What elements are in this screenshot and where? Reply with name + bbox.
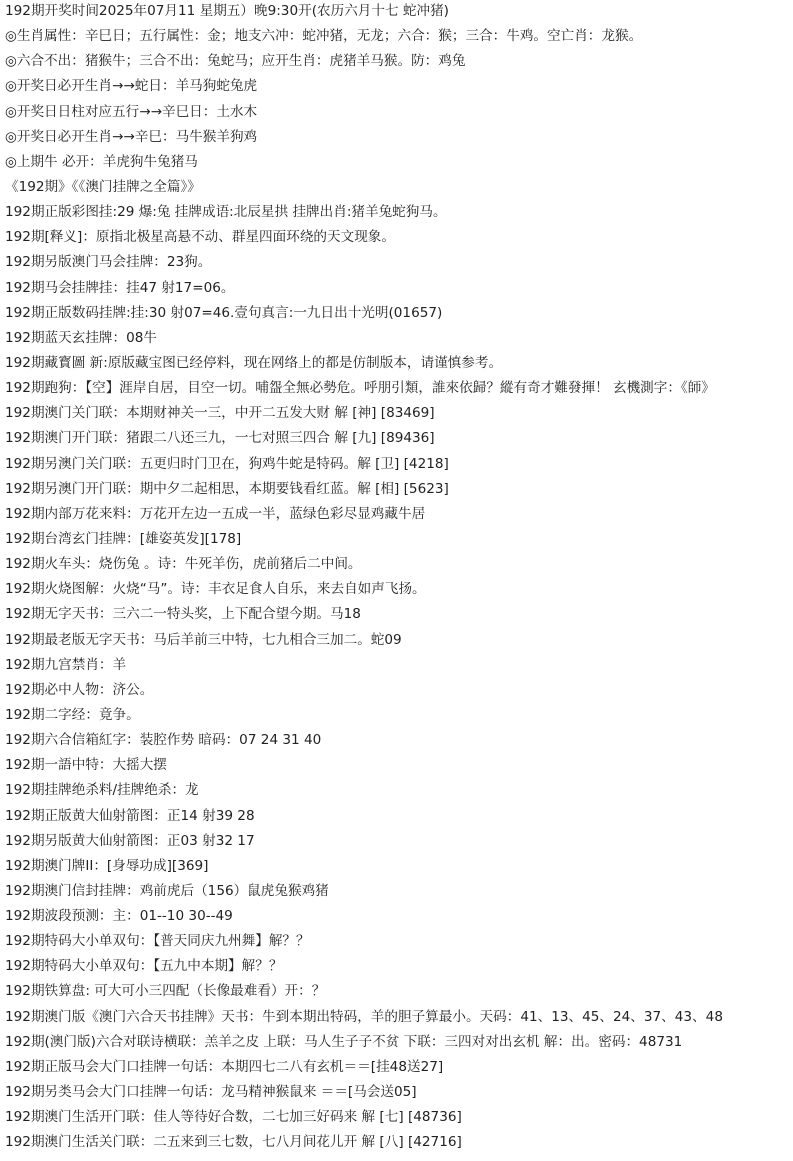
text-line: 192期波段预测：主：01--10 30--49 (5, 908, 233, 925)
text-line: 192期特码大小单双句：【五九中本期】解？？ (5, 958, 283, 975)
text-line: 192期澳门生活开门联：佳人等待好合数，二七加三好码来 解 [七] [48736] (5, 1109, 462, 1126)
text-line: 192期另类马会大门口挂牌一句话：龙马精神猴鼠来 ＝＝[马会送05] (5, 1084, 417, 1101)
text-line: 192期[释义]：原指北极星高悬不动、群星四面环绕的天文现象。 (5, 229, 395, 246)
text-line: 192期另澳门关门联：五更归时门卫在，狗鸡牛蛇是特码。解 [卫] [4218] (5, 455, 449, 472)
text-line: 192期特码大小单双句：【普天同庆九州舞】解？？ (5, 933, 310, 950)
text-line: 192期正版数码挂牌:挂:30 射07=46.壹句真言:一九日出十光明(01657) (5, 304, 443, 321)
text-line: 192期蓝天玄挂牌：08牛 (5, 329, 157, 346)
text-line: ◎生肖属性：辛巳日；五行属性：金；地支六冲：蛇冲猪，无龙；六合：猴；三合：牛鸡。空亡肖：龙猴。 (5, 28, 643, 45)
text-line: 192期火车头：烧伤兔 。诗：牛死羊伤，虎前猪后二中间。 (5, 556, 362, 573)
text-line: 192期澳门开门联：猪跟二八还三九，一七对照三四合 解 [九] [89436] (5, 430, 435, 447)
text-line: 192期另版黄大仙射箭图：正03 射32 17 (5, 832, 255, 849)
text-line: 192期台湾玄门挂牌：[雄姿英发][178] (5, 530, 242, 547)
text-line: 192期必中人物：济公。 (5, 681, 154, 698)
text-line: 192期无字天书：三六二一特头奖，上下配合望今期。马18 (5, 606, 361, 623)
text-line: 192期(澳门版)六合对联诗横联：羔羊之皮 上联：马人生子子不贫 下联：三四对对出玄机 解：出。密码：48731 (5, 1033, 683, 1050)
text-line: 《192期》《《澳门挂牌之全篇》》 (5, 178, 201, 195)
text-line: 192期另版澳门马会挂牌：23狗。 (5, 254, 212, 271)
text-line: 192期二字经：竟争。 (5, 706, 140, 723)
text-line: 192期藏寳圖 新:原版藏宝图已经停料，现在网络上的都是仿制版本，请谨慎参考。 (5, 354, 503, 371)
text-line: 192期澳门版《澳门六合天书挂牌》天书：牛到本期出特码，羊的胆子算最小。天码：41、13、45、24、37、43、48 (5, 1008, 723, 1025)
text-line: 192期九宫禁肖：羊 (5, 656, 127, 673)
text-line: 192期跑狗：【空】涯岸自居，目空一切。哺盌全無必勢危。呼朋引類，誰來依歸？縱有奇才難發揮！ 玄機測字：《師》 (5, 380, 715, 397)
text-line: 192期正版马会大门口挂牌一句话：本期四七二八有玄机＝＝[挂48送27] (5, 1058, 444, 1075)
text-line: ◎开奖日必开生肖→→辛巳：马牛猴羊狗鸡 (5, 128, 258, 145)
text-line: 192期马会挂牌挂：挂47 射17=06。 (5, 279, 235, 296)
text-line: 192期火烧图解：火烧“马”。诗：丰衣足食人自乐，来去自如声飞扬。 (5, 581, 426, 598)
text-line: 192期内部万花来料：万花开左边一五成一半，蓝绿色彩尽显鸡藏牛居 (5, 505, 426, 522)
text-line: 192期另澳门开门联：期中夕二起相思，本期要钱看红蓝。解 [相] [5623] (5, 480, 449, 497)
text-line: 192期澳门生活关门联：二五来到三七数，七八月间花儿开 解 [八] [42716] (5, 1134, 462, 1151)
text-line: 192期开奖时间2025年07月11 星期五）晚9:30开(农历六月十七 蛇冲猪) (5, 3, 449, 19)
text-line: 192期铁算盘: 可大可小三四配（长像最难看）开：？ (5, 983, 326, 1000)
text-line: ◎开奖日必开生肖→→蛇日：羊马狗蛇兔虎 (5, 78, 258, 95)
text-line: ◎开奖日日柱对应五行→→辛巳日：土水木 (5, 103, 258, 120)
text-line: 192期澳门关门联：本期财神关一三，中开二五发大财 解 [神] [83469] (5, 405, 435, 422)
text-line: 192期澳门信封挂牌：鸡前虎后（156）鼠虎兔猴鸡猪 (5, 882, 329, 899)
text-line: 192期正版黄大仙射箭图：正14 射39 28 (5, 807, 255, 824)
text-line: 192期澳门牌II：[身辱功成][369] (5, 857, 209, 874)
text-line: ◎六合不出：猪猴牛；三合不出：兔蛇马；应开生肖：虎猪羊马猴。防：鸡兔 (5, 53, 466, 70)
text-line: 192期六合信箱紅字：装腔作势 暗码：07 24 31 40 (5, 732, 322, 749)
text-line: 192期一語中特：大摇大摆 (5, 757, 167, 774)
text-line: 192期正版彩图挂:29 爆:兔 挂牌成语:北辰星拱 挂牌出肖:猪羊兔蛇狗马。 (5, 204, 447, 221)
text-line: 192期最老版无字天书：马后羊前三中特，七九相合三加二。蛇09 (5, 631, 402, 648)
text-line: ◎上期牛 必开：羊虎狗牛兔猪马 (5, 153, 198, 170)
text-line: 192期挂牌绝杀料/挂牌绝杀：龙 (5, 782, 199, 799)
